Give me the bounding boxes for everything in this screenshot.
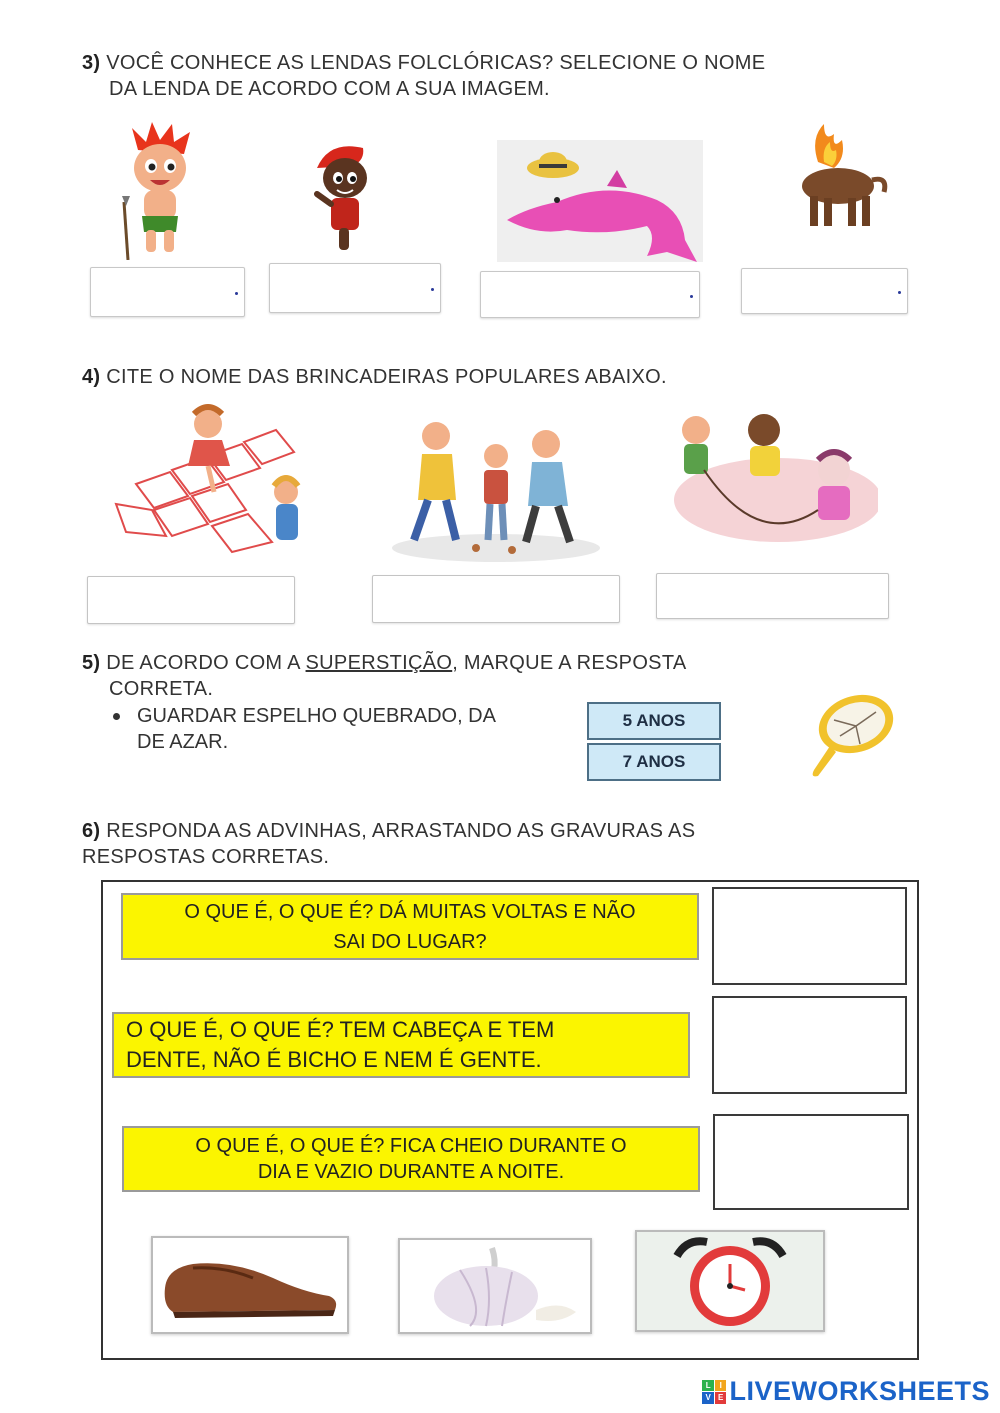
pular-corda-icon xyxy=(668,400,878,545)
chevron-down-icon xyxy=(235,292,238,295)
q4-line1: CITE O NOME DAS BRINCADEIRAS POPULARES ABAIXO. xyxy=(106,366,667,388)
shoe-icon xyxy=(153,1238,347,1332)
q5-statement-line1: GUARDAR ESPELHO QUEBRADO, DA xyxy=(137,705,496,727)
liveworksheets-logo xyxy=(702,1376,990,1407)
riddle-2-line2: DENTE, NÃO É BICHO E NEM É GENTE. xyxy=(126,1047,542,1072)
riddle-3-line2: DIA E VAZIO DURANTE A NOITE. xyxy=(257,1161,565,1183)
broken-mirror-icon xyxy=(790,690,900,782)
q3-line1: VOCÊ CONHECE AS LENDAS FOLCLÓRICAS? SELECIONE O NOME xyxy=(106,52,766,74)
saci-icon xyxy=(305,138,385,253)
legend-select-4[interactable] xyxy=(741,268,908,314)
riddle-2-drop-zone[interactable] xyxy=(712,996,907,1094)
legend-select-1[interactable] xyxy=(90,267,245,317)
q6-line2: RESPOSTAS CORRETAS. xyxy=(82,846,330,868)
amarelinha-icon xyxy=(96,400,311,570)
legend-select-3[interactable] xyxy=(480,271,700,318)
riddle-3-line1: O QUE É, O QUE É? FICA CHEIO DURANTE O xyxy=(195,1135,627,1157)
brand-name: LIVEWORKSHEETS xyxy=(729,1376,990,1406)
q5-statement-line2: DE AZAR. xyxy=(137,731,229,753)
logo-letter-i: I xyxy=(715,1380,727,1392)
logo-letter-l: L xyxy=(702,1380,714,1392)
riddle-2 xyxy=(112,1012,690,1078)
riddle-3-drop-zone[interactable] xyxy=(713,1114,909,1210)
chevron-down-icon xyxy=(898,291,901,294)
chevron-down-icon xyxy=(690,295,693,298)
q3-number: 3) xyxy=(82,52,101,74)
q5-line1-post: , MARQUE A RESPOSTA xyxy=(452,652,687,674)
option-5-anos-button[interactable]: 5 ANOS xyxy=(587,702,721,740)
riddle-1-line1: O QUE É, O QUE É? DÁ MUITAS VOLTAS E NÃO xyxy=(184,900,636,923)
riddle-1-line2: SAI DO LUGAR? xyxy=(333,930,487,953)
logo-letter-e: E xyxy=(715,1392,727,1404)
garlic-tile[interactable] xyxy=(398,1238,592,1334)
bullet-icon xyxy=(113,713,120,720)
curupira-icon xyxy=(110,120,210,260)
chevron-down-icon xyxy=(431,288,434,291)
q6-title xyxy=(82,818,912,870)
q6-number: 6) xyxy=(82,820,101,842)
q3-line2: DA LENDA DE ACORDO COM A SUA IMAGEM. xyxy=(109,78,550,100)
alarm-clock-tile[interactable] xyxy=(635,1230,825,1332)
riddle-1 xyxy=(121,893,699,960)
option-7-anos-button[interactable]: 7 ANOS xyxy=(587,743,721,781)
boto-icon xyxy=(497,140,703,262)
riddle-2-line1: O QUE É, O QUE É? TEM CABEÇA E TEM xyxy=(126,1017,555,1042)
q5-statement xyxy=(137,703,587,755)
legend-select-2[interactable] xyxy=(269,263,441,313)
q5-number: 5) xyxy=(82,652,101,674)
q5-title xyxy=(82,650,842,702)
game-answer-input-1[interactable] xyxy=(87,576,295,624)
game-answer-input-2[interactable] xyxy=(372,575,620,623)
riddle-1-drop-zone[interactable] xyxy=(712,887,907,985)
bolinha-de-gude-icon xyxy=(386,400,606,565)
alarm-clock-icon xyxy=(637,1232,823,1330)
q4-number: 4) xyxy=(82,366,101,388)
q5-line1-pre: DE ACORDO COM A xyxy=(106,652,306,674)
mula-sem-cabeca-icon xyxy=(780,118,890,233)
q4-title xyxy=(82,364,912,390)
liveworksheets-logo-icon xyxy=(702,1380,726,1404)
logo-letter-v: V xyxy=(702,1392,714,1404)
shoe-tile[interactable] xyxy=(151,1236,349,1334)
riddle-3 xyxy=(122,1126,700,1192)
garlic-icon xyxy=(400,1240,590,1332)
q5-line2: CORRETA. xyxy=(109,678,214,700)
q5-superstition-word: SUPERSTIÇÃO xyxy=(305,652,453,674)
q6-line1: RESPONDA AS ADVINHAS, ARRASTANDO AS GRAVURAS AS xyxy=(106,820,696,842)
q3-title xyxy=(82,50,912,102)
game-answer-input-3[interactable] xyxy=(656,573,889,619)
